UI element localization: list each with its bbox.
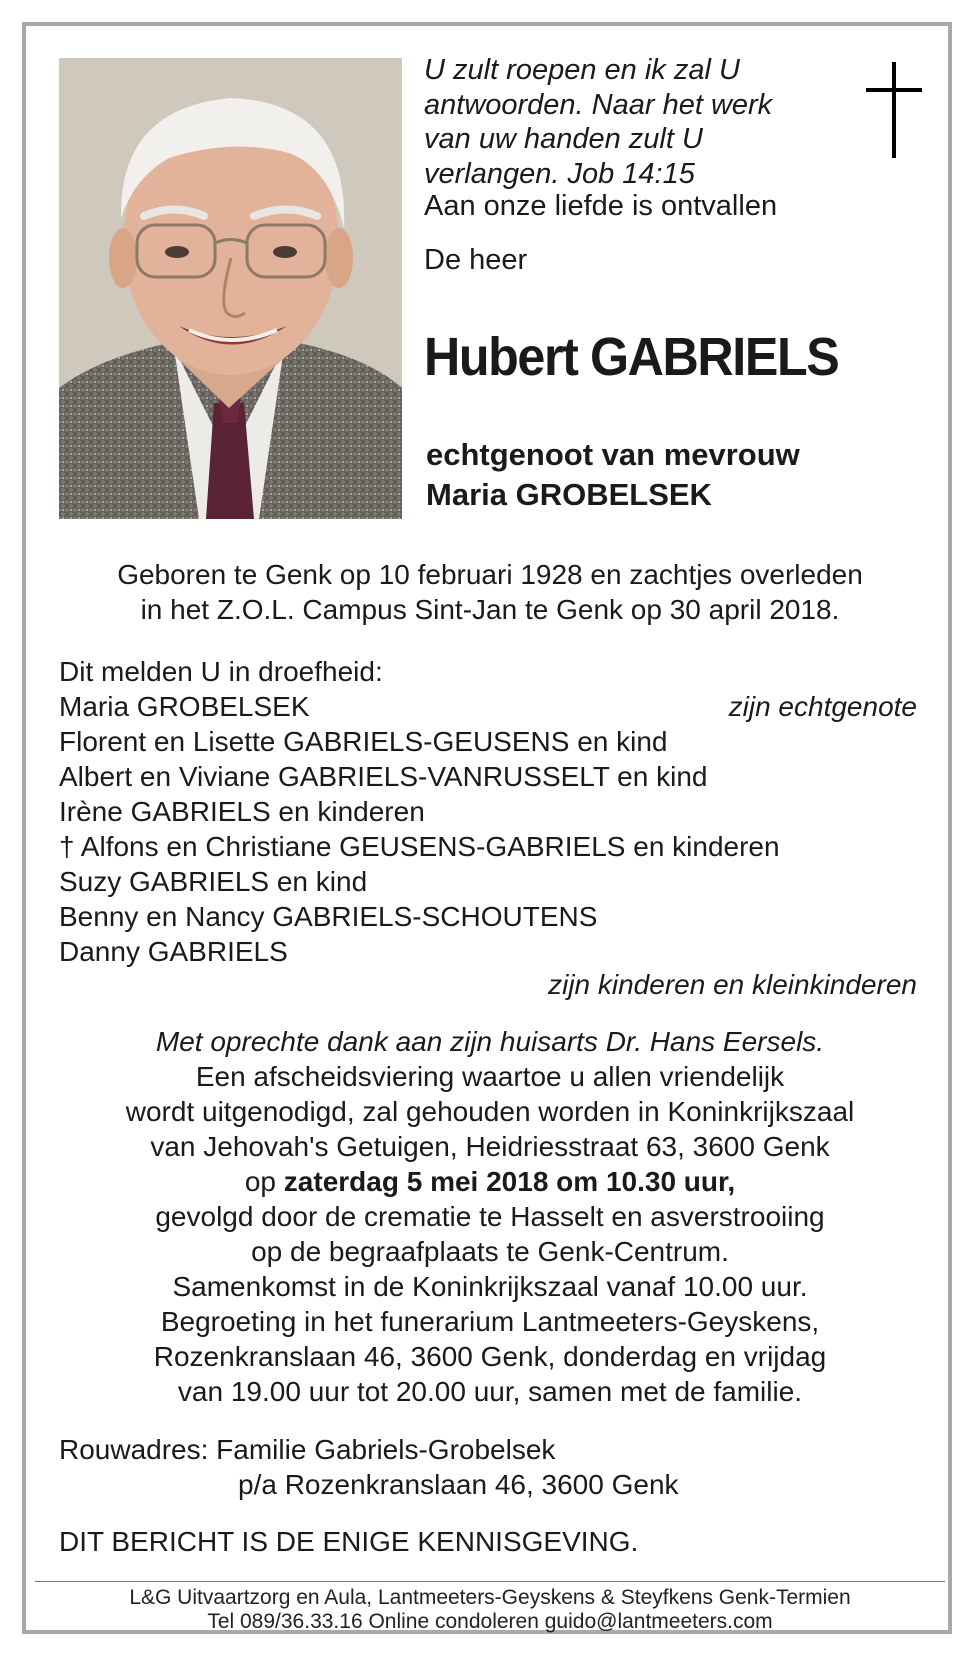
- birth-line: Geboren te Genk op 10 februari 1928 en zachtjes overleden: [117, 559, 863, 590]
- date-prefix: op: [244, 1166, 284, 1197]
- ceremony-line: gevolgd door de crematie te Hasselt en asverstrooiing: [155, 1201, 825, 1232]
- children-relation: zijn kinderen en kleinkinderen: [548, 969, 917, 1000]
- verse-line: verlangen. Job 14:15: [424, 157, 695, 190]
- verse-line: U zult roepen en ik zal U: [424, 54, 740, 86]
- footer-line: L&G Uitvaartzorg en Aula, Lantmeeters-Geyskens & Steyfkens Genk-Termien: [129, 1586, 851, 1609]
- spouse-line: echtgenoot van mevrouw: [426, 437, 800, 472]
- ceremony-details: [0, 1024, 980, 1409]
- ceremony-line: op de begraafplaats te Genk-Centrum.: [251, 1236, 729, 1267]
- verse-line: van uw handen zult U: [424, 123, 703, 155]
- spouse-name: Maria GROBELSEK: [426, 477, 712, 512]
- spouse-info: [426, 435, 800, 515]
- birth-death-info: [0, 557, 980, 627]
- ceremony-line: van 19.00 uur tot 20.00 uur, samen met de familie.: [177, 1376, 803, 1407]
- mourning-address-line2: p/a Rozenkranslaan 46, 3600 Genk: [238, 1469, 679, 1500]
- family-member: Irène GABRIELS en kinderen: [59, 796, 425, 827]
- deceased-name: Hubert GABRIELS: [424, 327, 839, 387]
- ceremony-line: Een afscheidsviering waartoe u allen vriendelijk: [195, 1061, 785, 1092]
- mourning-address: Rouwadres: Familie Gabriels-Grobelsek: [59, 1434, 556, 1465]
- ceremony-date-line: [0, 1164, 980, 1199]
- family-member: Albert en Viviane GABRIELS-VANRUSSELT en kind: [59, 761, 708, 792]
- portrait-photo: [59, 58, 402, 519]
- footer-line: Tel 089/36.33.16 Online condoleren guido@lantmeeters.com: [207, 1610, 773, 1633]
- verse-line: antwoorden. Naar het werk: [424, 88, 773, 121]
- family-spouse-name: Maria GROBELSEK: [59, 691, 310, 722]
- family-spouse-row: [59, 689, 917, 724]
- ceremony-line: van Jehovah's Getuigen, Heidriesstraat 63, 3600 Genk: [150, 1131, 830, 1162]
- intro-text: Aan onze liefde is ontvallen: [424, 190, 778, 222]
- ceremony-date: zaterdag 5 mei 2018 om 10.30 uur,: [283, 1166, 736, 1197]
- ceremony-line: Begroeting in het funerarium Lantmeeters-Geyskens,: [160, 1306, 820, 1337]
- family-spouse-relation: zijn echtgenote: [728, 691, 917, 722]
- death-line: in het Z.O.L. Campus Sint-Jan te Genk op 30 april 2018.: [140, 594, 840, 625]
- family-member: Benny en Nancy GABRIELS-SCHOUTENS: [59, 901, 598, 932]
- thanks-line: Met oprechte dank aan zijn huisarts Dr. Hans Eersels.: [155, 1026, 825, 1057]
- announcement: Dit melden U in droefheid:: [59, 656, 383, 687]
- ceremony-line: wordt uitgenodigd, zal gehouden worden in Koninkrijkszaal: [125, 1096, 855, 1127]
- cross-icon: [866, 62, 922, 158]
- family-member: Florent en Lisette GABRIELS-GEUSENS en kind: [59, 726, 668, 757]
- ceremony-line: Rozenkranslaan 46, 3600 Genk, donderdag en vrijdag: [153, 1341, 827, 1372]
- family-member: Danny GABRIELS: [59, 936, 288, 967]
- family-member: Suzy GABRIELS en kind: [59, 866, 368, 897]
- footer-divider: [35, 1581, 945, 1582]
- notice-text: DIT BERICHT IS DE ENIGE KENNISGEVING.: [59, 1526, 639, 1557]
- honorific: De heer: [424, 244, 528, 276]
- footer: [0, 1586, 980, 1634]
- bible-verse: [424, 53, 844, 191]
- family-member: † Alfons en Christiane GEUSENS-GABRIELS en kinderen: [59, 831, 780, 862]
- ceremony-line: Samenkomst in de Koninkrijkszaal vanaf 10.00 uur.: [172, 1271, 808, 1302]
